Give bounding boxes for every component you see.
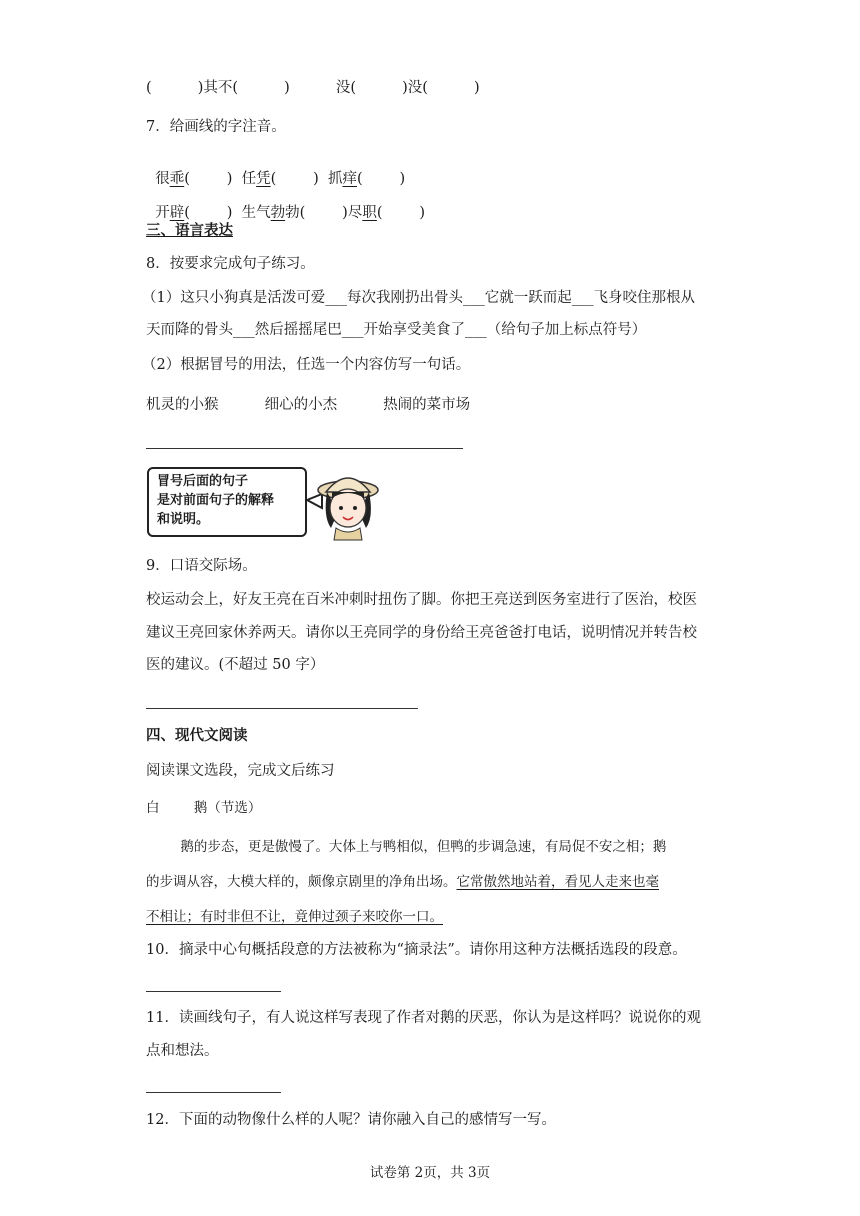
question-8-part-2: （2）根据冒号的用法，任选一个内容仿写一句话。 <box>142 357 471 373</box>
question-11-line-2: 点和想法。 <box>146 1043 219 1059</box>
question-7-row-2: 开辟( ) 生气勃勃( )尽职( ) <box>155 205 425 222</box>
answer-line-9[interactable] <box>146 708 418 709</box>
passage-title: 白 鹅（节选） <box>146 800 262 816</box>
question-8-options: 机灵的小猴 细心的小杰 热闹的菜市场 <box>146 397 471 413</box>
page-footer: 试卷第 2页，共 3页 <box>369 1165 491 1181</box>
answer-line-8[interactable] <box>146 448 463 449</box>
question-9: 9．口语交际场。 <box>146 558 257 574</box>
question-9-line-3: 医的建议。(不超过 50 字） <box>146 657 325 673</box>
section-3-heading: 三、语言表达 <box>146 222 233 239</box>
question-11-line-1: 11．读画线句子，有人说这样写表现了作者对鹅的厌恶，你认为是这样吗？说说你的观 <box>146 1010 701 1026</box>
passage-line-3: 不相让；有时非但不让，竟伸过颈子来咬你一口。 <box>146 909 443 925</box>
underlined-sentence: 它常傲然地站着，看见人走来也毫 <box>456 874 659 890</box>
reading-intro: 阅读课文选段，完成文后练习 <box>146 763 335 779</box>
question-12: 12．下面的动物像什么样的人呢？请你融入自己的感情写一写。 <box>146 1112 556 1128</box>
passage-line-1: 鹅的步态，更是傲慢了。大体上与鸭相似，但鸭的步调急速，有局促不安之相；鹅 <box>146 839 667 855</box>
question-8: 8．按要求完成句子练习。 <box>146 256 315 272</box>
question-8-part-1-line-1: （1）这只小狗真是活泼可爱___每次我刚扔出骨头___它就一跃而起___飞身咬住那根从 <box>142 290 695 306</box>
answer-line-11[interactable] <box>146 1092 281 1093</box>
question-8-part-1-line-2: 天而降的骨头___然后摇摇尾巴___开始享受美食了___（给句子加上标点符号） <box>146 322 647 338</box>
answer-line-10[interactable] <box>146 991 281 992</box>
idiom-blanks: ( )其不( ) 没( )没( ) <box>146 80 480 96</box>
question-7-row-1: 很乖( ) 任凭( ) 抓痒( ) <box>155 171 406 188</box>
question-9-line-1: 校运动会上，好友王亮在百米冲刺时扭伤了脚。你把王亮送到医务室进行了医治，校医 <box>146 592 697 608</box>
speech-bubble: 冒号后面的句子 是对前面句子的解释 和说明。 <box>147 467 307 537</box>
passage-line-2: 的步调从容，大模大样的，颇像京剧里的净角出场。它常傲然地站着，看见人走来也毫 <box>146 874 659 890</box>
question-9-line-2: 建议王亮回家休养两天。请你以王亮同学的身份给王亮爸爸打电话，说明情况并转告校 <box>146 625 697 641</box>
girl-cartoon-icon <box>300 462 390 542</box>
question-10: 10．摘录中心句概括段意的方法被称为“摘录法”。请你用这种方法概括选段的段意。 <box>146 942 687 958</box>
section-4-heading: 四、现代文阅读 <box>146 727 248 744</box>
question-7: 7．给画线的字注音。 <box>146 119 286 135</box>
